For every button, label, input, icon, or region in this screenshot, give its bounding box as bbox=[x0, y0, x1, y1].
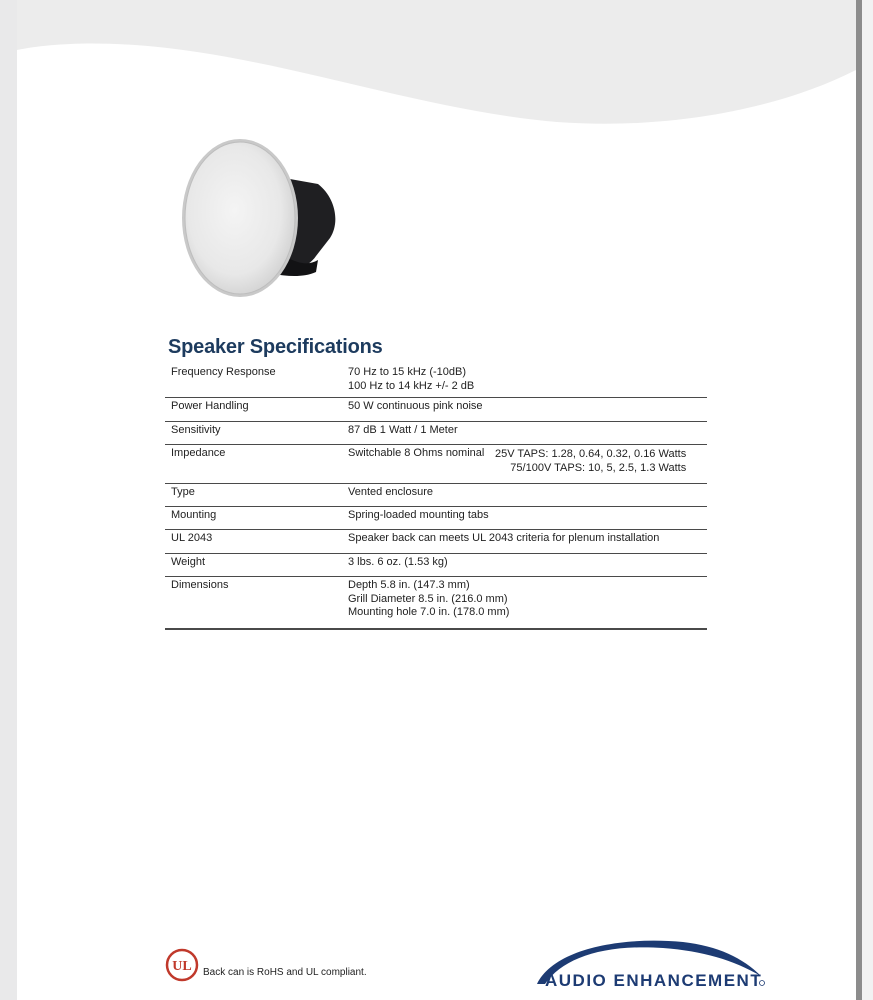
spec-value-line: 3 lbs. 6 oz. (1.53 kg) bbox=[348, 556, 448, 568]
audio-enhancement-logo bbox=[533, 936, 773, 996]
spec-row-impedance bbox=[165, 445, 707, 484]
spec-row-mounting bbox=[165, 507, 707, 530]
spec-value-line: Switchable 8 Ohms nominal bbox=[348, 447, 485, 459]
spec-value-line: Spring-loaded mounting tabs bbox=[348, 509, 489, 521]
spec-label: Sensitivity bbox=[171, 424, 221, 436]
spec-row-frequency-response bbox=[165, 364, 707, 398]
spec-value bbox=[348, 424, 458, 438]
spec-value-line: Depth 5.8 in. (147.3 mm) bbox=[348, 579, 470, 591]
section-title: Speaker Specifications bbox=[168, 336, 383, 358]
spec-row-weight bbox=[165, 554, 707, 577]
spec-taps bbox=[495, 448, 686, 475]
spec-tap-line: 25V TAPS: 1.28, 0.64, 0.32, 0.16 Watts bbox=[495, 448, 687, 460]
compliance-note: Back can is RoHS and UL compliant. bbox=[203, 967, 367, 978]
spec-value-line: Vented enclosure bbox=[348, 486, 434, 498]
spec-value-line: 70 Hz to 15 kHz (-10dB) bbox=[348, 366, 466, 378]
spec-row-dimensions bbox=[165, 577, 707, 630]
spec-label: Dimensions bbox=[171, 579, 229, 591]
spec-value bbox=[348, 556, 448, 570]
spec-row-power-handling bbox=[165, 398, 707, 422]
spec-row-type bbox=[165, 484, 707, 507]
spec-label: Power Handling bbox=[171, 400, 249, 412]
spec-value-line: 50 W continuous pink noise bbox=[348, 400, 483, 412]
spec-label: Mounting bbox=[171, 509, 217, 521]
header-wave-decoration bbox=[17, 0, 856, 140]
spec-value bbox=[348, 400, 483, 414]
spec-value bbox=[348, 579, 509, 620]
ul-logo-icon bbox=[165, 948, 199, 982]
spec-label: UL 2043 bbox=[171, 532, 213, 544]
page-edge-background bbox=[862, 0, 873, 1000]
svg-text:UL: UL bbox=[172, 959, 192, 974]
spec-value-line: Mounting hole 7.0 in. (178.0 mm) bbox=[348, 606, 510, 618]
ceiling-speaker-image bbox=[168, 138, 343, 303]
spec-value bbox=[348, 366, 474, 393]
spec-value-line: 87 dB 1 Watt / 1 Meter bbox=[348, 424, 458, 436]
spec-row-ul-2043 bbox=[165, 530, 707, 554]
spec-value-line: Grill Diameter 8.5 in. (216.0 mm) bbox=[348, 592, 508, 605]
spec-label: Weight bbox=[171, 556, 206, 568]
spec-value bbox=[348, 486, 433, 500]
spec-value bbox=[348, 447, 484, 461]
spec-label: Type bbox=[171, 486, 195, 498]
svg-text:AUDIO ENHANCEMENT: AUDIO ENHANCEMENT bbox=[545, 971, 763, 990]
spec-value bbox=[348, 532, 659, 546]
spec-label: Impedance bbox=[171, 447, 226, 459]
spec-value bbox=[348, 509, 489, 523]
spec-row-sensitivity bbox=[165, 422, 707, 445]
spec-value-line: Speaker back can meets UL 2043 criteria for plenum installation bbox=[348, 532, 660, 544]
spec-tap-line: 75/100V TAPS: 10, 5, 2.5, 1.3 Watts bbox=[510, 461, 687, 474]
spec-value-line: 100 Hz to 14 kHz +/- 2 dB bbox=[348, 379, 475, 392]
spec-label: Frequency Response bbox=[171, 366, 276, 378]
specifications-table bbox=[165, 364, 707, 630]
